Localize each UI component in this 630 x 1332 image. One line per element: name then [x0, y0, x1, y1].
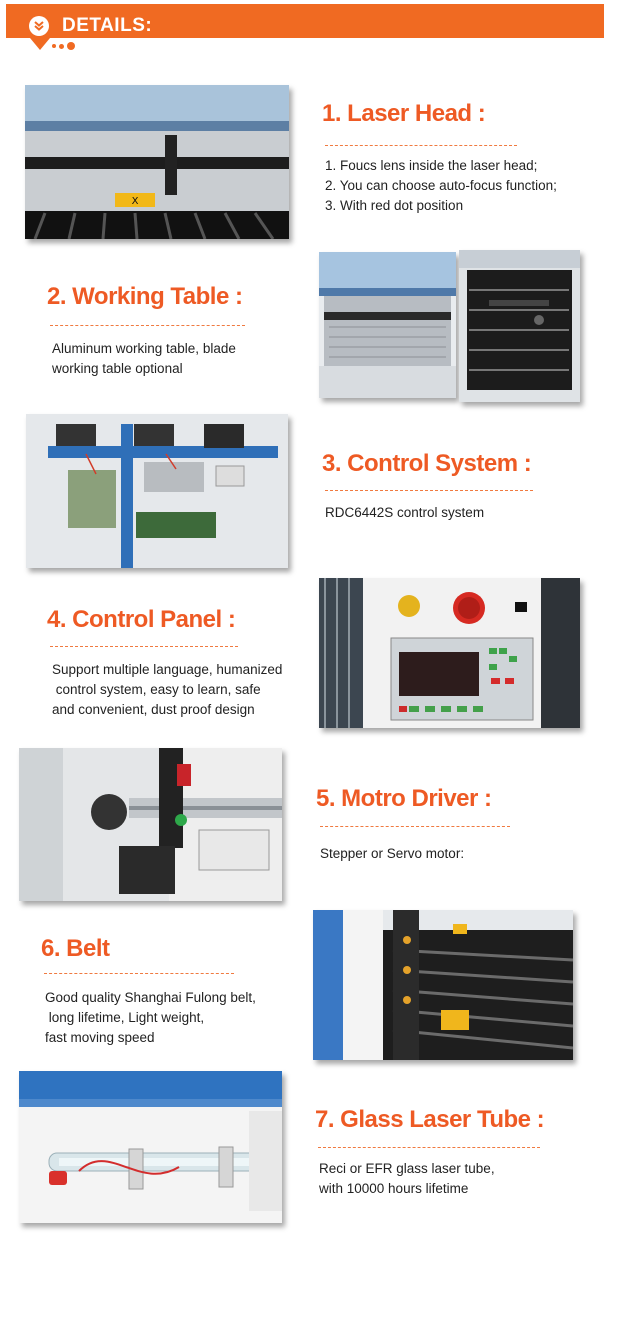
section-7-divider — [318, 1147, 540, 1148]
details-header-bar — [6, 4, 604, 38]
section-3-title: 3. Control System : — [322, 450, 532, 477]
chevron-down-icon — [29, 16, 49, 36]
section-4-line-3: and convenient, dust proof design — [52, 702, 255, 717]
section-7-line-1: Reci or EFR glass laser tube, — [319, 1161, 495, 1176]
section-6-line-1: Good quality Shanghai Fulong belt, — [45, 990, 256, 1005]
section-2-title: 2. Working Table : — [47, 283, 243, 310]
belt-photo — [313, 910, 573, 1060]
section-1-divider — [325, 145, 517, 146]
laser-head-photo — [25, 85, 289, 239]
working-table-photo-right — [459, 250, 580, 402]
header-dots-decoration — [52, 42, 75, 50]
section-4-line-1: Support multiple language, humanized — [52, 662, 283, 677]
section-6-title: 6. Belt — [41, 935, 110, 962]
section-2-description — [52, 339, 236, 379]
section-3-divider — [325, 490, 533, 491]
section-3-line-1: RDC6442S control system — [325, 505, 485, 520]
control-system-photo — [26, 414, 288, 568]
svg-text:X: X — [131, 196, 139, 207]
section-6-divider — [44, 973, 234, 974]
section-2-divider — [50, 325, 245, 326]
section-4-divider — [50, 646, 238, 647]
motor-driver-photo — [19, 748, 282, 901]
control-panel-photo — [319, 578, 580, 728]
section-7-line-2: with 10000 hours lifetime — [319, 1181, 469, 1196]
section-2-line-2: working table optional — [52, 361, 183, 376]
section-1-title: 1. Laser Head : — [322, 100, 486, 127]
section-2-line-1: Aluminum working table, blade — [52, 341, 236, 356]
header-notch — [30, 38, 50, 50]
section-5-divider — [320, 826, 510, 827]
section-1-line-2: 2. You can choose auto-focus function; — [325, 178, 557, 193]
working-table-photo-left — [319, 252, 456, 398]
section-5-line-1: Stepper or Servo motor: — [320, 846, 465, 861]
details-header-title: DETAILS: — [62, 15, 153, 36]
section-5-description — [320, 844, 464, 864]
laser-tube-photo — [19, 1071, 282, 1223]
section-6-line-3: fast moving speed — [45, 1030, 155, 1045]
section-4-title: 4. Control Panel : — [47, 606, 236, 633]
section-7-title: 7. Glass Laser Tube : — [315, 1106, 545, 1133]
section-5-title: 5. Motro Driver : — [316, 785, 492, 812]
section-4-line-2: control system, easy to learn, safe — [52, 682, 261, 697]
section-7-description — [319, 1159, 495, 1199]
section-3-description — [325, 503, 484, 523]
section-6-description — [45, 988, 256, 1048]
section-1-line-3: 3. With red dot position — [325, 198, 464, 213]
section-6-line-2: long lifetime, Light weight, — [45, 1010, 205, 1025]
section-4-description — [52, 660, 282, 720]
section-1-line-1: 1. Foucs lens inside the laser head; — [325, 158, 538, 173]
section-1-description — [325, 156, 557, 216]
